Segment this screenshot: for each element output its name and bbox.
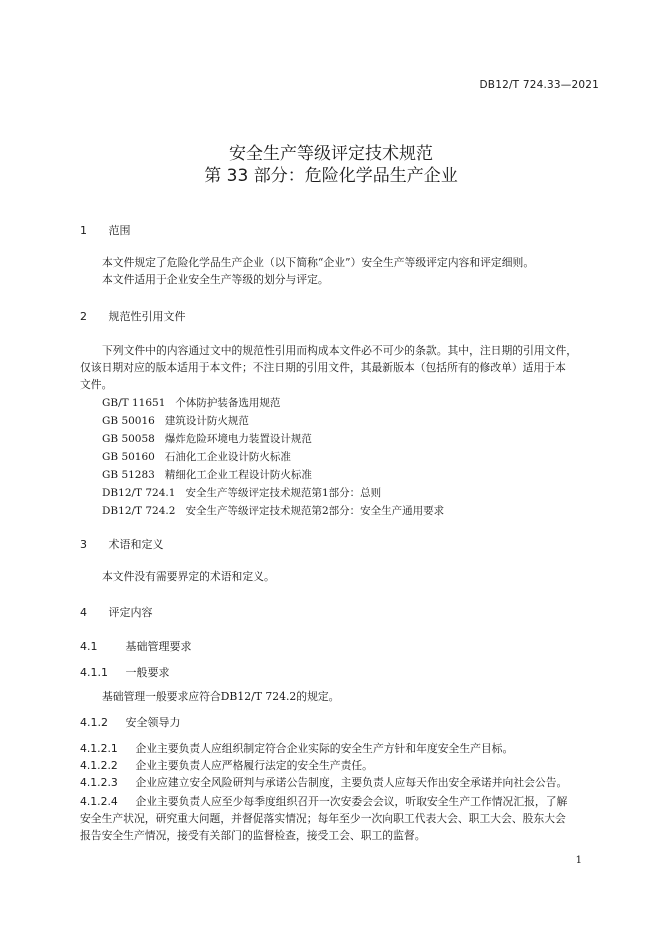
- reference-item: [102, 467, 312, 482]
- clause-continuation: 安全生产状况，研究重大问题，并督促落实情况；每年至少一次向职工代表大会、职工大会、股东大会: [80, 812, 566, 825]
- clause-text: 企业主要负责人应至少每季度组织召开一次安委会会议，听取安全生产工作情况汇报，了解: [135, 795, 568, 808]
- section-title: 规范性引用文件: [108, 310, 186, 323]
- reference-code: GB/T 11651: [102, 397, 166, 409]
- reference-item: [102, 503, 444, 518]
- standard-code: DB12/T 724.33—2021: [479, 79, 599, 91]
- reference-code: DB12/T 724.1: [102, 487, 176, 499]
- paragraph: 本文件规定了危险化学品生产企业（以下简称“企业”）安全生产等级评定内容和评定细则。: [102, 256, 535, 269]
- section-number: 4: [80, 606, 87, 619]
- clause-item: [80, 740, 602, 757]
- section-title: 评定内容: [108, 606, 153, 619]
- clause-number: 4.1.2.1: [80, 742, 118, 755]
- section-number: 1: [80, 224, 87, 237]
- reference-title: 精细化工企业工程设计防火标准: [164, 469, 312, 481]
- subsection-4-1-heading: [80, 638, 192, 654]
- clause-number: 4.1.2.3: [80, 776, 118, 789]
- reference-item: [102, 485, 381, 500]
- reference-item: [102, 449, 291, 464]
- section-title: 一般要求: [125, 666, 170, 679]
- reference-code: GB 50160: [102, 451, 155, 463]
- clause-continuation: 报告安全生产情况，接受有关部门的监督检查，接受工会、职工的监督。: [80, 829, 426, 842]
- reference-title: 爆炸危险环境电力装置设计规范: [164, 433, 312, 445]
- paragraph-line: 下列文件中的内容通过文中的规范性引用而构成本文件必不可少的条款。其中，注日期的引用文件，: [102, 344, 578, 357]
- clause-item: [80, 757, 602, 774]
- reference-title: 石油化工企业设计防火标准: [164, 451, 291, 463]
- section-title: 基础管理要求: [125, 640, 192, 653]
- paragraph-line: 文件。: [80, 378, 113, 391]
- subsection-4-1-2-heading: [80, 714, 181, 730]
- section-number: 4.1.1: [80, 666, 108, 679]
- section-3-heading: [80, 536, 164, 552]
- reference-code: GB 51283: [102, 469, 155, 481]
- section-number: 2: [80, 310, 87, 323]
- paragraph: 本文件没有需要界定的术语和定义。: [102, 570, 275, 583]
- reference-code: GB 50058: [102, 433, 155, 445]
- section-number: 3: [80, 538, 87, 551]
- section-title: 术语和定义: [108, 538, 164, 551]
- clause-item: [80, 793, 602, 810]
- clause-text: 企业应建立安全风险研判与承诺公告制度，主要负责人应每天作出安全承诺并向社会公告。: [135, 776, 568, 789]
- subsection-4-1-1-heading: [80, 664, 170, 680]
- clause-number: 4.1.2.4: [80, 795, 118, 808]
- reference-title: 个体防护装备选用规范: [175, 397, 281, 409]
- paragraph: 基础管理一般要求应符合DB12/T 724.2的规定。: [102, 690, 340, 703]
- reference-item: [102, 395, 280, 410]
- paragraph: 本文件适用于企业安全生产等级的划分与评定。: [102, 273, 329, 286]
- reference-title: 建筑设计防火规范: [164, 415, 249, 427]
- clause-text: 企业主要负责人应严格履行法定的安全生产责任。: [135, 759, 373, 772]
- reference-title: 安全生产等级评定技术规范第1部分：总则: [185, 487, 382, 499]
- clause-item: [80, 774, 602, 791]
- section-2-heading: [80, 308, 186, 324]
- section-title: 范围: [108, 224, 131, 237]
- section-4-heading: [80, 604, 153, 620]
- document-title: 安全生产等级评定技术规范: [229, 144, 433, 164]
- reference-title: 安全生产等级评定技术规范第2部分：安全生产通用要求: [185, 505, 445, 517]
- section-number: 4.1.2: [80, 716, 108, 729]
- clause-text: 企业主要负责人应组织制定符合企业实际的安全生产方针和年度安全生产目标。: [135, 742, 514, 755]
- section-title: 安全领导力: [125, 716, 181, 729]
- page-number: 1: [575, 855, 582, 866]
- clause-number: 4.1.2.2: [80, 759, 118, 772]
- section-number: 4.1: [80, 640, 98, 653]
- reference-code: GB 50016: [102, 415, 155, 427]
- reference-item: [102, 431, 312, 446]
- reference-code: DB12/T 724.2: [102, 505, 176, 517]
- document-subtitle: 第 33 部分：危险化学品生产企业: [204, 166, 458, 186]
- paragraph-line: 仅该日期对应的版本适用于本文件；不注日期的引用文件，其最新版本（包括所有的修改单）适用于本: [80, 361, 566, 374]
- section-1-heading: [80, 222, 131, 238]
- reference-item: [102, 413, 249, 428]
